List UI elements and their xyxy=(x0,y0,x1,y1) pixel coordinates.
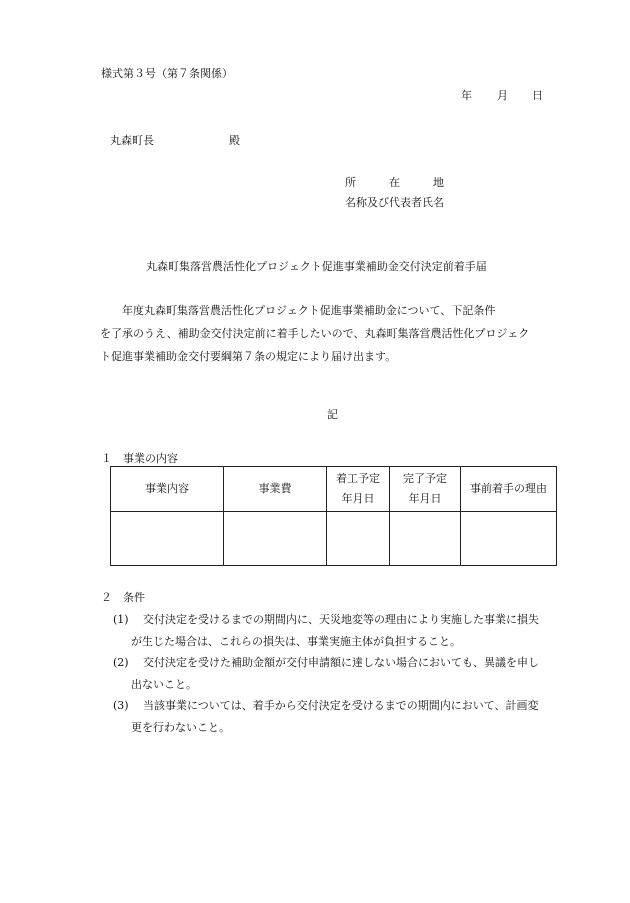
table-header-row xyxy=(111,467,557,512)
condition-number: (2) xyxy=(113,656,129,669)
cell-reason[interactable] xyxy=(461,512,557,566)
section2-heading: ２ 条件 xyxy=(101,591,145,604)
name-label: 名称及び代表者氏名 xyxy=(345,196,444,209)
header-start-date-line1: 着工予定 xyxy=(336,472,380,485)
body-paragraph xyxy=(100,299,566,368)
project-content-table xyxy=(110,466,557,566)
condition-line: 交付決定を受けるまでの期間内に、天災地変等の理由により実施した事業に損失 xyxy=(143,613,539,626)
date-year-label: 年 xyxy=(461,89,472,102)
honorific: 殿 xyxy=(229,134,240,147)
condition-line: が生じた場合は、これらの損失は、事業実施主体が負担すること。 xyxy=(131,635,461,648)
cell-project-cost[interactable] xyxy=(224,512,327,566)
addressee: 丸森町長 xyxy=(110,134,154,147)
cell-project-content[interactable] xyxy=(111,512,224,566)
date-day-label: 日 xyxy=(532,89,543,102)
condition-text xyxy=(131,652,573,696)
cell-start-date[interactable] xyxy=(327,512,390,566)
condition-number: (3) xyxy=(113,699,129,712)
header-start-date-line2: 年月日 xyxy=(341,492,375,505)
header-project-cost: 事業費 xyxy=(224,467,327,512)
header-end-date-line1: 完了予定 xyxy=(403,472,447,485)
header-project-content: 事業内容 xyxy=(111,467,224,512)
body-line: 年度丸森町集落営農活性化プロジェクト促進事業補助金について、下記条件 xyxy=(100,304,496,317)
table-row xyxy=(111,512,557,566)
condition-line: 当該事業については、着手から交付決定を受けるまでの期間内において、計画変 xyxy=(143,699,539,712)
condition-line: 交付決定を受けた補助金額が交付申請額に達しない場合においても、異議を申し xyxy=(143,656,539,669)
body-line: ト促進事業補助金交付要綱第７条の規定により届け出ます。 xyxy=(100,350,397,363)
header-reason: 事前着手の理由 xyxy=(461,467,557,512)
form-number: 様式第３号（第７条関係） xyxy=(101,67,233,80)
date-month-label: 月 xyxy=(497,89,508,102)
address-label: 所 在 地 xyxy=(345,176,444,189)
cell-end-date[interactable] xyxy=(390,512,461,566)
header-start-date xyxy=(327,467,390,512)
condition-text xyxy=(131,695,573,739)
header-end-date-line2: 年月日 xyxy=(408,492,442,505)
section1-heading: １ 事業の内容 xyxy=(101,452,178,465)
condition-text xyxy=(131,609,573,653)
document-title: 丸森町集落営農活性化プロジェクト促進事業補助金交付決定前着手届 xyxy=(146,260,487,273)
condition-number: (1) xyxy=(113,613,129,626)
header-end-date xyxy=(390,467,461,512)
body-line: を了承のうえ、補助金交付決定前に着手したいので、丸森町集落営農活性化プロジェク xyxy=(100,327,530,340)
condition-line: 出ないこと。 xyxy=(131,678,197,691)
ki-heading: 記 xyxy=(327,408,338,421)
condition-line: 更を行わないこと。 xyxy=(131,721,230,734)
